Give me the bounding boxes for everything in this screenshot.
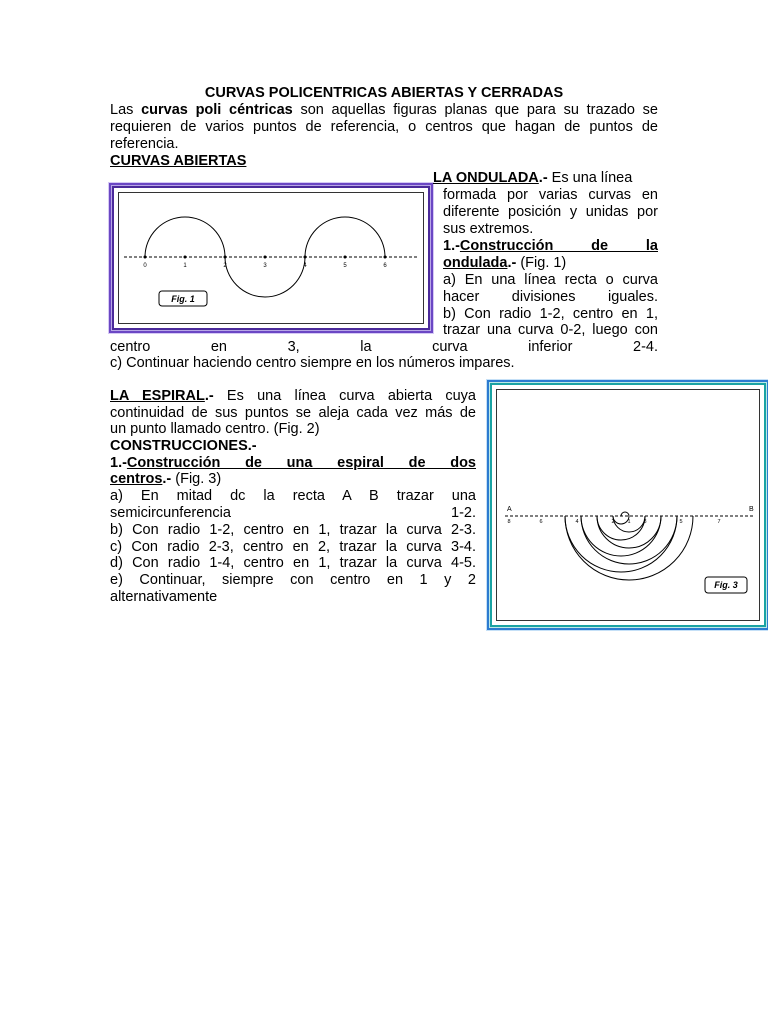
espiral-intro-2: continuidad de sus puntos se aleja cada vez más de (110, 405, 476, 421)
tick-mark (384, 256, 387, 259)
espiral-intro-3: un punto llamado centro. (Fig. 2) (110, 421, 320, 437)
espiral-step-5: d) Con radio 1-4, centro en 1, trazar la curva 4-5. (110, 555, 476, 571)
espiral-construction-suffix: .- (162, 471, 172, 487)
figure-3-canvas (496, 389, 760, 621)
tick-mark (264, 256, 267, 259)
espiral-constructions-heading: CONSTRUCCIONES.- (110, 438, 257, 454)
curve-4-6 (305, 217, 385, 257)
section-heading-curvas-abiertas: CURVAS ABIERTAS (110, 153, 247, 169)
intro-post: son aquellas figuras planas que para su trazado se (292, 102, 658, 118)
tick-label: 1 (183, 263, 187, 269)
espiral-construction-ref: (Fig. 3) (171, 471, 222, 487)
ondulada-diagram (119, 193, 423, 323)
ondulada-construction-title-a: Construcción de la (459, 238, 658, 254)
spiral-tick-label: 5 (679, 519, 683, 525)
point-a-label: A (507, 506, 512, 513)
intro-line-2: requieren de varios puntos de referencia, o centros que hagan de puntos de (110, 119, 658, 135)
espiral-intro-1: Es una línea curva abierta cuya (213, 388, 476, 404)
espiral-construction-prefix: 1.- (110, 455, 127, 471)
point-b-label: B (749, 506, 754, 513)
tick-label: 6 (383, 263, 387, 269)
intro-line-3: referencia. (110, 136, 179, 152)
ondulada-text-2: formada por varias curvas en (443, 187, 658, 203)
figure-1-frame (112, 186, 430, 330)
ondulada-construction-title-b: ondulada (443, 255, 508, 271)
tick-label: 5 (343, 263, 347, 269)
ondulada-step-4: trazar una curva 0-2, luego con (443, 322, 658, 338)
espiral-step-2: semicircunferencia 1-2. (110, 505, 476, 521)
espiral-construction-heading-line-1 (110, 455, 476, 472)
ondulada-heading-suffix: .- (538, 170, 548, 186)
ondulada-heading: LA ONDULADA (433, 170, 539, 186)
tick-label: 3 (263, 263, 267, 269)
espiral-heading-suffix: .- (204, 388, 214, 404)
tick-mark (224, 256, 227, 259)
intro-line-1 (110, 102, 658, 119)
ondulada-text-4: sus extremos. (443, 221, 534, 237)
spiral-tick-label: 3 (643, 519, 647, 525)
fig1-label: Fig. 1 (171, 294, 195, 304)
ondulada-step-5: centro en 3, la curva inferior 2-4. (110, 339, 658, 355)
tick-label: 4 (303, 263, 307, 269)
espiral-construction-title-b: centros (110, 471, 163, 487)
spiral-tick-label: 6 (539, 519, 543, 525)
page-title: CURVAS POLICENTRICAS ABIERTAS Y CERRADAS (204, 85, 564, 101)
ondulada-step-1: a) En una línea recta o curva (443, 272, 658, 288)
espiral-step-4: c) Con radio 2-3, centro en 2, trazar la curva 3-4. (110, 539, 476, 555)
spiral-tick-label: 7 (717, 519, 721, 525)
tick-mark (344, 256, 347, 259)
fig3-label: Fig. 3 (714, 580, 738, 590)
ondulada-construction-suffix: .- (507, 255, 517, 271)
tick-label: 2 (223, 263, 227, 269)
ondulada-step-2: hacer divisiones iguales. (443, 289, 658, 305)
espiral-heading: LA ESPIRAL (110, 388, 205, 404)
tick-mark (184, 256, 187, 259)
espiral-step-7: alternativamente (110, 589, 218, 605)
spiral-tick-label: 2 (611, 519, 615, 525)
curve-0-2 (145, 217, 225, 257)
ondulada-text-1: Es una línea (547, 170, 633, 186)
figure-3-frame (490, 383, 766, 627)
espiral-step-3: b) Con radio 1-2, centro en 1, trazar la curva 2-3. (110, 522, 476, 538)
espiral-construction-title-a: Construcción de una espiral de dos (126, 455, 476, 471)
figure-1-canvas (118, 192, 424, 324)
spiral-tick-label: 4 (575, 519, 579, 525)
espiral-line-1 (110, 388, 476, 405)
espiral-construction-heading-line-2 (110, 471, 221, 488)
espiral-diagram (497, 390, 759, 620)
ondulada-construction-heading-line-2 (443, 255, 566, 272)
espiral-step-6: e) Continuar, siempre con centro en 1 y 2 (110, 572, 476, 588)
ondulada-step-6: c) Continuar haciendo centro siempre en los números impares. (110, 355, 515, 371)
intro-pre: Las (110, 102, 142, 118)
ondulada-heading-line (433, 170, 658, 187)
intro-bold-term: curvas poli céntricas (141, 102, 293, 118)
tick-label: 0 (143, 263, 147, 269)
spiral-tick-label: 1 (627, 519, 631, 525)
tick-mark (304, 256, 307, 259)
espiral-step-1: a) En mitad dc la recta A B trazar una (110, 488, 476, 504)
spiral-arc (581, 516, 661, 556)
ondulada-construction-prefix: 1.- (443, 238, 460, 254)
ondulada-construction-ref: (Fig. 1) (516, 255, 567, 271)
ondulada-construction-heading-line-1 (443, 238, 658, 255)
tick-mark (144, 256, 147, 259)
ondulada-step-3: b) Con radio 1-2, centro en 1, (443, 306, 658, 322)
spiral-tick-label: 8 (507, 519, 511, 525)
spiral-arc (621, 512, 629, 516)
ondulada-text-3: diferente posición y unidas por (443, 204, 658, 220)
